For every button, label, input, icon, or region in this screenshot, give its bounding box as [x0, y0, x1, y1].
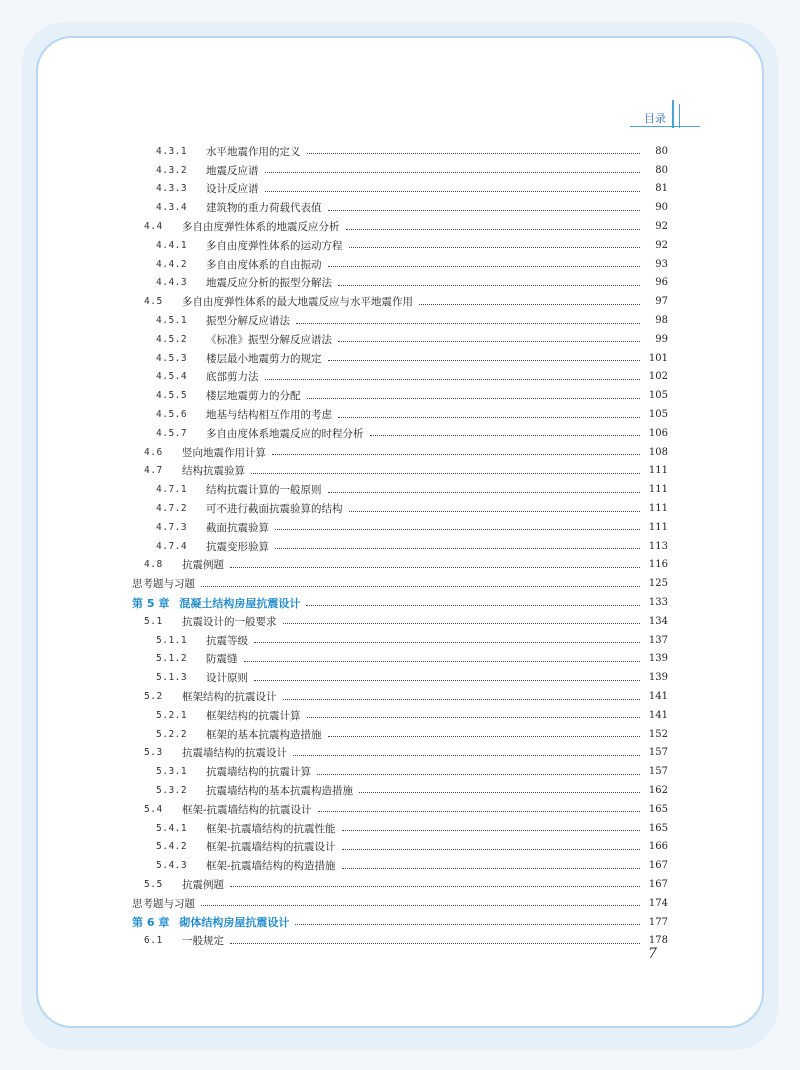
toc-entry-title: 思考题与习题 — [132, 578, 195, 591]
toc-entry-number: 5.3 — [144, 747, 163, 759]
toc-entry-number: 4.5.1 — [156, 315, 188, 327]
toc-entry-title: 可不进行截面抗震验算的结构 — [206, 503, 343, 516]
toc-dot-leader — [295, 923, 640, 925]
toc-entry-number: 5.5 — [144, 878, 163, 890]
toc-entry-number: 5.1 — [144, 615, 163, 627]
toc-entry[interactable] — [132, 349, 668, 368]
toc-entry-number: 4.5.6 — [156, 409, 188, 421]
toc-entry-number: 5.1.1 — [156, 634, 188, 646]
toc-entry-number: 4.4.3 — [156, 277, 188, 289]
toc-entry-page: 111 — [648, 465, 668, 477]
toc-entry-number: 4.6 — [144, 446, 163, 458]
toc-dot-leader — [307, 397, 641, 399]
toc-chapter-entry[interactable] — [132, 593, 668, 612]
toc-dot-leader — [346, 228, 641, 230]
toc-entry-title: 框架-抗震墙结构的抗震性能 — [206, 822, 336, 835]
toc-entry-number: 5.2.1 — [156, 709, 188, 721]
header-bar — [672, 100, 674, 128]
toc-entry-page: 98 — [655, 315, 668, 327]
table-of-contents — [132, 142, 668, 950]
toc-dot-leader — [265, 171, 641, 173]
toc-dot-leader — [342, 848, 640, 850]
toc-entry[interactable] — [132, 443, 668, 462]
toc-entry-number: 4.3.3 — [156, 183, 188, 195]
toc-entry-title: 《标准》振型分解反应谱法 — [206, 333, 332, 346]
toc-entry-title: 截面抗震验算 — [206, 521, 269, 534]
toc-entry[interactable] — [132, 837, 668, 856]
toc-entry-page: 96 — [655, 277, 668, 289]
toc-entry-page: 99 — [655, 333, 668, 345]
toc-dot-leader — [370, 434, 641, 436]
toc-entry-title: 混凝土结构房屋抗震设计 — [179, 596, 301, 610]
toc-dot-leader — [201, 904, 640, 906]
toc-entry-title: 楼层最小地震剪力的规定 — [206, 352, 322, 365]
header-rule — [630, 126, 700, 127]
toc-entry[interactable] — [132, 574, 668, 593]
toc-entry-number: 4.7.1 — [156, 484, 188, 496]
toc-entry-page: 80 — [655, 145, 668, 157]
toc-dot-leader — [342, 829, 640, 831]
toc-entry-title: 一般规定 — [182, 935, 224, 948]
toc-entry-number: 4.5.2 — [156, 333, 188, 345]
toc-entry[interactable] — [132, 480, 668, 499]
toc-entry-title: 底部剪力法 — [206, 371, 259, 384]
toc-entry-page: 125 — [648, 578, 668, 590]
toc-entry-title: 设计反应谱 — [206, 183, 259, 196]
toc-dot-leader — [230, 885, 640, 887]
toc-entry-page: 162 — [648, 784, 668, 796]
toc-entry-number: 4.5.4 — [156, 371, 188, 383]
page-number: 7 — [648, 946, 657, 962]
toc-dot-leader — [230, 566, 640, 568]
toc-entry[interactable] — [132, 424, 668, 443]
toc-entry-number: 4.5 — [144, 296, 163, 308]
toc-entry-page: 141 — [648, 709, 668, 721]
toc-entry[interactable] — [132, 161, 668, 180]
toc-entry-page: 152 — [648, 728, 668, 740]
toc-entry[interactable] — [132, 217, 668, 236]
toc-entry-page: 105 — [648, 390, 668, 402]
toc-dot-leader — [296, 322, 640, 324]
toc-dot-leader — [265, 378, 641, 380]
toc-entry[interactable] — [132, 386, 668, 405]
running-header — [600, 100, 700, 128]
toc-entry-title: 地震反应分析的振型分解法 — [206, 277, 332, 290]
toc-entry-number: 4.5.5 — [156, 390, 188, 402]
toc-entry-page: 80 — [655, 164, 668, 176]
toc-entry[interactable] — [132, 894, 668, 913]
toc-entry-number: 4.4.1 — [156, 239, 188, 251]
toc-entry-page: 106 — [648, 427, 668, 439]
toc-entry-title: 框架-抗震墙结构的抗震设计 — [206, 841, 336, 854]
toc-entry-title: 设计原则 — [206, 672, 248, 685]
toc-dot-leader — [275, 547, 640, 549]
toc-dot-leader — [328, 265, 641, 267]
toc-entry[interactable] — [132, 687, 668, 706]
toc-entry-title: 抗震等级 — [206, 634, 248, 647]
toc-entry-number: 5.3.1 — [156, 766, 188, 778]
toc-entry-title: 抗震例题 — [182, 878, 224, 891]
toc-entry-number: 5.3.2 — [156, 784, 188, 796]
toc-dot-leader — [201, 585, 640, 587]
toc-dot-leader — [317, 773, 640, 775]
toc-entry-page: 174 — [648, 897, 668, 909]
header-bar — [679, 104, 680, 128]
toc-entry-title: 框架结构的抗震设计 — [182, 691, 277, 703]
toc-entry-number: 4.7.3 — [156, 521, 188, 533]
toc-entry-number: 4.8 — [144, 559, 163, 571]
toc-entry[interactable] — [132, 819, 668, 838]
toc-dot-leader — [265, 190, 641, 192]
toc-entry-title: 结构抗震计算的一般原则 — [206, 484, 322, 497]
toc-entry-number: 4.7 — [144, 465, 163, 477]
toc-entry-number: 第 5 章 — [132, 596, 170, 610]
toc-entry-title: 框架-抗震墙结构的构造措施 — [206, 860, 336, 873]
toc-entry-page: 97 — [655, 296, 668, 308]
toc-entry-number: 5.4.1 — [156, 822, 188, 834]
toc-dot-leader — [349, 510, 641, 512]
toc-dot-leader — [328, 491, 641, 493]
toc-entry-page: 157 — [648, 766, 668, 778]
toc-entry-title: 多自由度弹性体系的最大地震反应与水平地震作用 — [182, 296, 413, 309]
toc-dot-leader — [338, 284, 640, 286]
toc-entry-title: 多自由度弹性体系的地震反应分析 — [182, 221, 340, 234]
toc-entry-number: 4.3.4 — [156, 202, 188, 214]
toc-entry-title: 抗震变形验算 — [206, 540, 269, 553]
toc-entry-title: 多自由度体系地震反应的时程分析 — [206, 427, 364, 440]
toc-entry-number: 4.3.1 — [156, 145, 188, 157]
toc-entry-title: 砌体结构房屋抗震设计 — [179, 916, 290, 930]
toc-dot-leader — [318, 810, 640, 812]
toc-entry[interactable] — [132, 744, 668, 763]
toc-entry-title: 地基与结构相互作用的考虑 — [206, 409, 332, 422]
toc-entry-title: 水平地震作用的定义 — [206, 145, 301, 158]
toc-entry[interactable] — [132, 800, 668, 819]
toc-dot-leader — [254, 641, 640, 643]
toc-entry-page: 178 — [648, 935, 668, 947]
toc-entry[interactable] — [132, 255, 668, 274]
toc-entry-number: 4.3.2 — [156, 164, 188, 176]
toc-dot-leader — [230, 942, 640, 944]
toc-entry-title: 多自由度体系的自由振动 — [206, 258, 322, 271]
toc-entry-number: 4.5.3 — [156, 352, 188, 364]
toc-entry-page: 167 — [648, 860, 668, 872]
toc-entry[interactable] — [132, 706, 668, 725]
toc-entry-page: 116 — [648, 559, 668, 571]
toc-entry-number: 5.4.3 — [156, 860, 188, 872]
toc-entry-page: 167 — [648, 878, 668, 890]
toc-entry[interactable] — [132, 612, 668, 631]
toc-dot-leader — [283, 622, 641, 624]
toc-entry-page: 105 — [648, 409, 668, 421]
toc-entry[interactable] — [132, 518, 668, 537]
toc-entry-page: 111 — [648, 521, 668, 533]
toc-entry[interactable] — [132, 311, 668, 330]
toc-entry-title: 建筑物的重力荷载代表值 — [206, 202, 322, 215]
toc-entry[interactable] — [132, 856, 668, 875]
toc-entry-page: 141 — [648, 691, 668, 702]
toc-dot-leader — [283, 698, 641, 700]
toc-entry-page: 81 — [655, 183, 668, 195]
toc-entry[interactable] — [132, 180, 668, 199]
toc-entry[interactable] — [132, 368, 668, 387]
toc-dot-leader — [342, 867, 640, 869]
toc-dot-leader — [328, 359, 641, 361]
toc-entry-page: 90 — [655, 202, 668, 214]
toc-entry-page: 137 — [648, 634, 668, 646]
toc-entry-title: 框架的基本抗震构造措施 — [206, 728, 322, 741]
toc-entry[interactable] — [132, 499, 668, 518]
toc-entry[interactable] — [132, 292, 668, 311]
toc-entry-number: 5.4.2 — [156, 841, 188, 853]
toc-entry-page: 139 — [648, 672, 668, 684]
toc-entry-number: 6.1 — [144, 935, 163, 947]
toc-dot-leader — [307, 152, 641, 154]
toc-entry[interactable] — [132, 781, 668, 800]
toc-entry-number: 5.1.2 — [156, 653, 188, 665]
toc-entry[interactable] — [132, 668, 668, 687]
toc-entry-number: 5.1.3 — [156, 672, 188, 684]
toc-entry[interactable] — [132, 650, 668, 669]
toc-entry[interactable] — [132, 931, 668, 950]
toc-entry-title: 框架-抗震墙结构的抗震设计 — [182, 803, 312, 816]
toc-entry-title: 抗震墙结构的基本抗震构造措施 — [206, 784, 353, 797]
toc-entry[interactable] — [132, 462, 668, 481]
toc-dot-leader — [293, 754, 640, 756]
toc-entry-number: 4.4.2 — [156, 258, 188, 270]
toc-dot-leader — [338, 340, 640, 342]
toc-entry-number: 5.2.2 — [156, 728, 188, 740]
toc-dot-leader — [328, 209, 641, 211]
toc-entry-title: 抗震设计的一般要求 — [182, 615, 277, 628]
toc-entry-title: 抗震墙结构的抗震设计 — [182, 747, 287, 760]
toc-entry-page: 134 — [648, 615, 668, 627]
toc-dot-leader — [359, 791, 640, 793]
toc-entry-page: 92 — [655, 221, 668, 233]
toc-dot-leader — [349, 246, 641, 248]
toc-entry-page: 111 — [648, 503, 668, 515]
toc-entry-page: 108 — [648, 446, 668, 458]
toc-entry[interactable] — [132, 875, 668, 894]
toc-entry-page: 139 — [648, 653, 668, 665]
toc-chapter-entry[interactable] — [132, 913, 668, 932]
toc-entry[interactable] — [132, 274, 668, 293]
toc-dot-leader — [419, 303, 640, 305]
toc-entry-number: 4.7.2 — [156, 503, 188, 515]
toc-entry[interactable] — [132, 198, 668, 217]
toc-entry-title: 振型分解反应谱法 — [206, 315, 290, 328]
toc-dot-leader — [251, 472, 640, 474]
toc-entry-title: 防震缝 — [206, 653, 238, 666]
toc-entry-title: 竖向地震作用计算 — [182, 446, 266, 459]
toc-entry-page: 166 — [648, 841, 668, 853]
toc-dot-leader — [307, 716, 641, 718]
toc-entry[interactable] — [132, 236, 668, 255]
toc-entry-page: 93 — [655, 258, 668, 270]
toc-entry-number: 4.4 — [144, 221, 163, 233]
toc-entry-page: 133 — [648, 597, 668, 609]
toc-entry-title: 多自由度弹性体系的运动方程 — [206, 239, 343, 252]
toc-dot-leader — [338, 416, 640, 418]
toc-entry[interactable] — [132, 762, 668, 781]
toc-entry-number: 5.2 — [144, 691, 163, 702]
toc-entry-number: 4.5.7 — [156, 427, 188, 439]
toc-entry-page: 165 — [648, 822, 668, 834]
toc-entry[interactable] — [132, 725, 668, 744]
toc-entry-title: 地震反应谱 — [206, 164, 259, 177]
toc-entry-title: 抗震墙结构的抗震计算 — [206, 766, 311, 779]
toc-dot-leader — [244, 660, 641, 662]
toc-entry-title: 思考题与习题 — [132, 897, 195, 910]
toc-entry[interactable] — [132, 631, 668, 650]
toc-entry-title: 结构抗震验算 — [182, 465, 245, 478]
toc-entry-page: 157 — [648, 747, 668, 759]
toc-entry-number: 5.4 — [144, 803, 163, 815]
header-label: 目录 — [644, 112, 666, 125]
toc-entry-title: 抗震例题 — [182, 559, 224, 572]
toc-entry-number: 第 6 章 — [132, 916, 170, 930]
toc-entry-page: 101 — [648, 352, 668, 364]
toc-entry-number: 4.7.4 — [156, 540, 188, 552]
toc-entry[interactable] — [132, 537, 668, 556]
toc-entry[interactable] — [132, 556, 668, 575]
toc-entry-page: 177 — [648, 916, 668, 928]
toc-dot-leader — [275, 528, 640, 530]
toc-entry-page: 165 — [648, 803, 668, 815]
toc-entry-title: 楼层地震剪力的分配 — [206, 390, 301, 403]
toc-entry-title: 框架结构的抗震计算 — [206, 709, 301, 722]
toc-dot-leader — [254, 679, 640, 681]
toc-entry-page: 113 — [648, 540, 668, 552]
toc-entry[interactable] — [132, 330, 668, 349]
toc-dot-leader — [306, 604, 640, 606]
toc-entry-page: 92 — [655, 239, 668, 251]
toc-dot-leader — [272, 453, 640, 455]
toc-dot-leader — [328, 735, 641, 737]
toc-entry-page: 111 — [648, 484, 668, 496]
toc-entry-page: 102 — [648, 371, 668, 383]
toc-entry[interactable] — [132, 405, 668, 424]
toc-entry[interactable] — [132, 142, 668, 161]
